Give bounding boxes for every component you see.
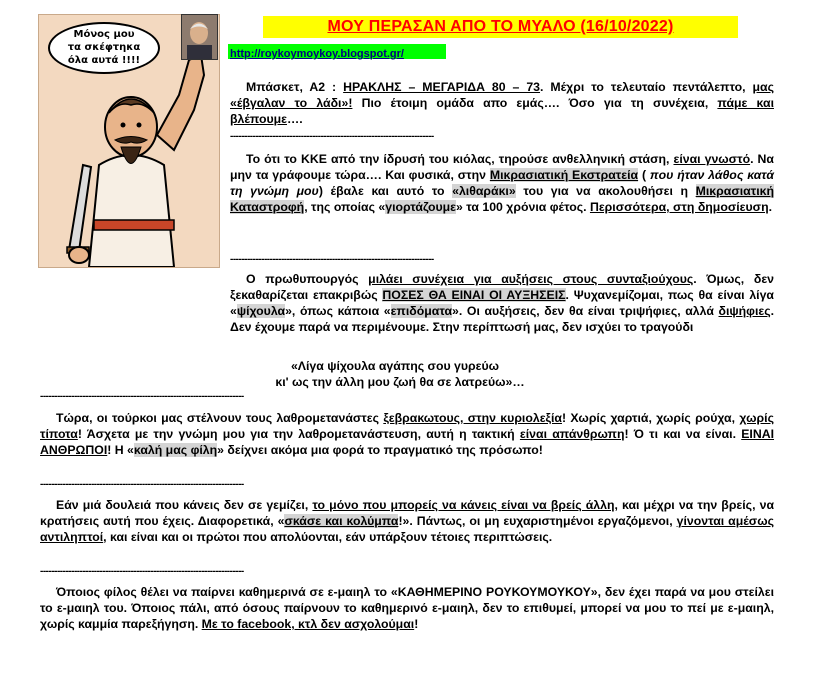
- separator-line: ------------------------------------------------------------------------: [230, 255, 434, 265]
- text: του για να ακολουθήσει η: [515, 184, 696, 198]
- text: μας «έβγαλαν το λάδι»!: [230, 80, 774, 110]
- text: » δείχνει ακόμα μια φορά το πραγματικό της πρόσωπο!: [217, 443, 543, 457]
- paragraph-basketball: [230, 79, 774, 127]
- text: ! Ό τι και να είναι.: [624, 427, 742, 441]
- text: ΕΙΝΑΙ ΑΝΘΡΩΠΟΙ: [40, 427, 775, 457]
- text: , και είναι και οι πρώτοι που απολύονται, εάν υπάρξουν τέτοιες περιπτώσεις.: [103, 530, 553, 544]
- text: γιορτάζουμε: [385, 200, 456, 214]
- text: πάμε και βλέπουμε: [230, 96, 774, 126]
- text: επιδόματα: [390, 304, 453, 318]
- text: «λιθαράκι»: [452, 184, 516, 198]
- blog-link-banner: [228, 44, 446, 59]
- text: Μικρασιατική Εκστρατεία: [489, 168, 639, 182]
- separator-line: ------------------------------------------------------------------------: [40, 567, 244, 577]
- song-line-2: κι' ως την άλλη μου ζωή θα σε λατρεύω»…: [275, 375, 525, 389]
- text: καλή μας φίλη: [133, 443, 218, 457]
- paragraph-job: [40, 497, 774, 545]
- text: .: [768, 200, 773, 214]
- text: », όπως κάποια «: [285, 304, 391, 318]
- separator-line: ------------------------------------------------------------------------: [40, 480, 244, 490]
- text: Το ότι το ΚΚΕ από την ίδρυσή του κιόλας, τηρούσε ανθελληνική στάση,: [246, 152, 674, 166]
- text: ». Οι αυξήσεις, δεν θα είναι τριψήφιες, αλλά: [452, 304, 719, 318]
- text: Περισσότερα, στη δημοσίευση: [589, 200, 769, 214]
- text: ! Χωρίς χαρτιά, χωρίς ρούχα,: [561, 411, 740, 425]
- speech-bubble: [48, 22, 160, 74]
- bubble-line: Μόνος μου: [73, 29, 135, 40]
- text: ΠΟΣΕΣ ΘΑ ΕΙΝΑΙ ΟΙ ΑΥΞΗΣΕΙΣ: [382, 288, 566, 302]
- text: το μόνο που μπορείς να κάνεις είναι να βρείς άλλη: [312, 498, 615, 512]
- text: !». Πάντως, οι μη ευχαριστημένοι εργαζόμενοι,: [398, 514, 677, 528]
- text: ) έβαλε και αυτό το: [318, 184, 453, 198]
- text: ! Η «: [107, 443, 134, 457]
- paragraph-kke: [230, 151, 774, 215]
- text: . Όμως, δεν ξεκαθαρίζεται επακριβώς: [230, 272, 774, 302]
- text: Πιο έτοιμη ομάδα απο εμάς…. Όσο για τη συνέχεια,: [352, 96, 718, 110]
- title-banner: [263, 16, 738, 38]
- blog-link[interactable]: http://roykoymoykoy.blogspot.gr/: [230, 48, 404, 60]
- text: Εάν μιά δουλειά που κάνεις δεν σε γεμίζει,: [56, 498, 313, 512]
- author-portrait-drawing: [182, 15, 217, 59]
- separator-line: ------------------------------------------------------------------------: [230, 132, 434, 142]
- page-title: ΜΟΥ ΠΕΡΑΣΑΝ ΑΠΟ ΤΟ ΜΥΑΛΟ (16/10/2022): [327, 18, 674, 35]
- text: Μικρασιατική Καταστροφή: [230, 184, 774, 214]
- text: μιλάει συνέχεια για αυξήσεις στους συνταξιούχους: [368, 272, 694, 286]
- bubble-line: όλα αυτά !!!!: [67, 55, 141, 66]
- text: χωρίς τίποτα: [40, 411, 774, 441]
- text: γίνονται αμέσως αντιληπτοί: [40, 514, 775, 544]
- text: . Να μην τα γράφουμε τώρα…. Και φυσικά, στην: [230, 152, 774, 182]
- text: » τα 100 χρόνια φέτος.: [455, 200, 590, 214]
- paragraph-migrants: [40, 410, 774, 458]
- paragraph-pm-raises-top: [230, 271, 774, 335]
- text: Όποιος φίλος θέλει να παίρνει καθημερινά σε ε-μαιηλ το «ΚΑΘΗΜΕΡΙΝΟ ΡΟΥΚΟΥΜΟΥΚΟΥ», δεν έχει παρά να μου στείλει το ε-μαιηλ του. Όποιος πάλι, από όσους παίρνουν το καθημερινό ε-μαιηλ, δεν το επιθυμεί, μπορεί να μου το πεί με ε-μαιηλ, χωρίς καμμία παρεξήγηση.: [40, 585, 774, 631]
- text: . Ψυχανεμίζομαι, πως θα είναι λίγα «: [230, 288, 774, 318]
- author-photo: [181, 14, 218, 60]
- text: Μπάσκετ, Α2 :: [246, 80, 344, 94]
- text: , και μέχρι να την βρείς, να κρατήσεις αυτή που έχεις. Διαφορετικά, «: [40, 498, 775, 528]
- text: ξεβρακωτους, στην κυριολεξία: [383, 411, 562, 425]
- text: είναι γνωστό: [673, 152, 751, 166]
- text: ! Άσχετα με την γνώμη μου για την λαθρομετανάστευση, αυτή η τακτική: [77, 427, 520, 441]
- text: . Μέχρι το τελευταίο πεντάλεπτο,: [540, 80, 753, 94]
- text: , της οποίας «: [304, 200, 386, 214]
- text: ….: [287, 112, 303, 126]
- text: είναι απάνθρωπη: [519, 427, 625, 441]
- text: ψίχουλα: [236, 304, 286, 318]
- paragraph-email: [40, 584, 774, 632]
- text: Ο πρωθυπουργός: [246, 272, 369, 286]
- text: . Δεν έχουμε παρά να περιμένουμε. Στην περίπτωσή μας, δεν ισχύει το τραγούδι: [230, 304, 775, 334]
- text: Με το facebook, κτλ δεν ασχολούμαι: [201, 617, 415, 631]
- text: που ήταν λάθος κατά τη γνώμη μου: [230, 168, 774, 198]
- text: !: [414, 617, 419, 631]
- text: διψήφιες: [718, 304, 771, 318]
- text: σκάσε και κολύμπα: [284, 514, 399, 528]
- text: Τώρα, οι τούρκοι μας στέλνουν τους λαθρομετανάστες: [56, 411, 384, 425]
- text: ΗΡΑΚΛΗΣ – ΜΕΓΑΡΙΔΑ 80 – 73: [343, 80, 541, 94]
- song-line-1: «Λίγα ψίχουλα αγάπης σου γυρεύω: [290, 359, 500, 373]
- text: (: [638, 168, 650, 182]
- separator-line: ------------------------------------------------------------------------: [40, 392, 244, 402]
- bubble-line: τα σκέφτηκα: [67, 42, 141, 53]
